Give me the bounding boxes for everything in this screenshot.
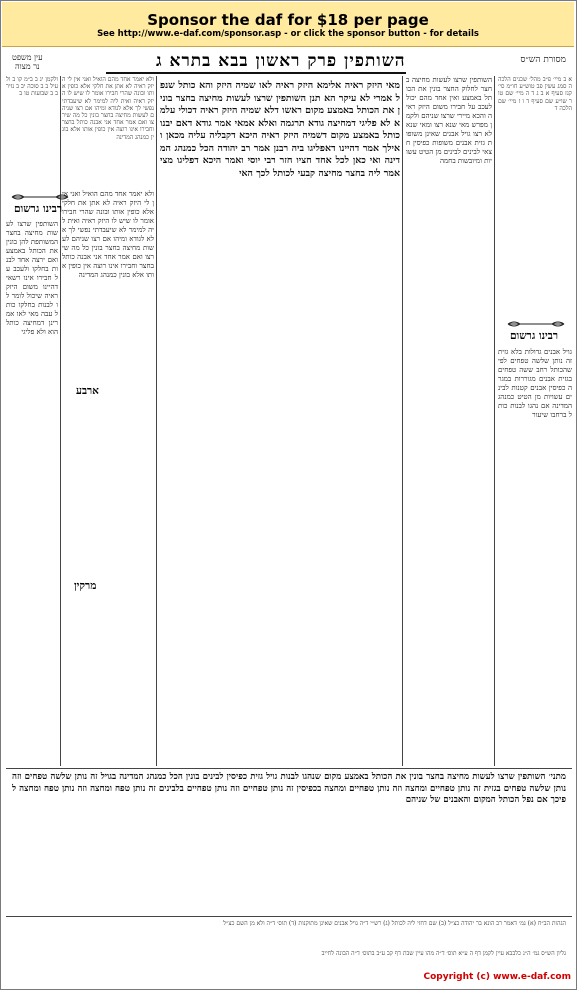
sponsor-subtitle[interactable]: See http://www.e-daf.com/sponsor.asp - or click the sponsor button - for details bbox=[97, 29, 479, 39]
tosafot-text: ולא יאמר אחד מהם הואיל ואני אין לי היזק ראיה לא אתן את חלקי אלא כופין אותו ובונה שהרי חבירו אומר לו שיש לו היזק ראיה ואית ליה למימר לא שיעבדתי נפשי לך אלא לגודא ומיהו אם רצו שניהם לעשות מחיצה בחצר בונין כל מה שירצו ואם אמר אחד אני אבנה כותל בחצר וחבירו אינו רוצה אין כופין אותו אלא בונין כמנהג המדינה bbox=[62, 190, 154, 279]
side-right-text: א ב מיי׳ פ״ב מהל׳ שכנים הלכה ה סמג עשין פב טוש״ע חו״מ סי׳ קנז סעיף א ב ג ד ה מיי׳ שם טור שו״ע שם סעיף ד ו ז מיי׳ שם הלכה ד bbox=[498, 76, 572, 112]
daf-header bbox=[6, 50, 572, 72]
arbeh-heading: ארבע bbox=[76, 385, 99, 397]
gershom-left-column bbox=[6, 220, 58, 765]
gilyon-text: גליון הש״ס גמ׳ ה״נ כלבבא עיין לקמן דף ה ע״א תוס׳ ד״ה מהו עיין שבת דף קב ע״ב בתוס׳ ד״ה הבונה לחייב bbox=[321, 950, 566, 957]
mesoret-hashas-label: מסורת הש״ס bbox=[520, 55, 566, 65]
column-divider bbox=[402, 76, 403, 766]
section-rule bbox=[6, 916, 572, 917]
rashi-text: השותפין שרצו לעשות מחיצה בחצר לחלוק החצר בונין את הכותל באמצע ואין אחד מהם יכול לעכב על חבירו משום היזק ראיה והכא מיירי שרצו שניהם ולקמן מפרש מאי שנא רצו ומאי שנא לא רצו גויל אבנים שאינן משופות גזית אבנים משופות כפיסין חצאי לבינים לבינים מן הטיט עשויות ומיובשות בחמה bbox=[406, 76, 492, 165]
gemara-main-text: מאי היזק ראיה אלימא היזק ראיה לאו שמיה היזק והא כותל שנפל אמרי לא עיקר הא תנן השותפין שרצו לעשות מחיצה בחצר בונין את הכותל באמצע מקום ראשו דלא שמיה היזק ראיה דכולי עלמא לא פליגי דמחיצה גודא תרגמה ואלא אמאי אמר גודא דאם יבנו כותל באמצע מקום דשמיה היזק ראיה היכא דקבליה עליה מכאן ואילך אמר דהיינו דאפליגו ביה רבנן אמר רב יהודה הכל כמנהג המדינה ואי כאן לכל אחד חציו חזר רבי יוסי ואמר היכא דפליגו מצי אמר ליה בחצר מחיצה קבעי לכותל לכך האי bbox=[160, 80, 400, 179]
side-column-left bbox=[6, 76, 58, 186]
ornament-divider bbox=[10, 193, 70, 201]
mishnah-block bbox=[12, 772, 566, 912]
column-divider bbox=[60, 76, 61, 766]
mishnah-text: מתני׳ השותפין שרצו לעשות מחיצה בחצר בונין את הכותל באמצע מקום שנהגו לבנות גויל גזית כפיסין לבינים בונין הכל כמנהג המדינה בגויל זה נותן שלשה טפחים וזה נותן שלשה טפחים בגזית זה נותן טפחיים ומחצה וזה נותן טפחיים ומחצה בכפיסין זה נותן טפחיים וזה נותן טפחיים בלבינים זה נותן טפח ומחצה וזה נותן טפח ומחצה לפיכך אם נפל הכותל המקום והאבנים של שניהם bbox=[12, 772, 566, 806]
tosafot-upper bbox=[62, 76, 154, 186]
footnotes-text: הגהות הב״ח (א) גמ׳ דאמר רב הונא בר יהודה כצ״ל (ב) שם דחזי ליה לכותל (ג) רש״י ד״ה גויל אבנים שאינן מתוקנות (ד) תוס׳ ד״ה ולא מן השם כצ״ל bbox=[223, 920, 566, 927]
talmud-page bbox=[6, 50, 572, 968]
gershom-left-text: השותפין שרצו לעשות מחיצה בחצר המשותפת להן בונין את הכותל באמצע ואם ירצה אחד לבנות בחלקו ולעכב על חבירו אינו רשאי דהיינו משום היזק ראיה שיכול לומר לו לבנות בחלקו כותל עבה מאי לאו אמרינן דמחיצה כותל הוא ולא פליגי bbox=[6, 220, 58, 336]
side-left-text: ולקמן יג ב ב״מ קו ב ולעיל ב ב סוכה יב ב נזיר ב ב שבועות טו ב bbox=[6, 76, 58, 98]
gemara-main-column bbox=[160, 80, 400, 680]
ornament-divider bbox=[506, 320, 566, 328]
gershom-right-text: גויל אבנים גדולות בלא גזית זה נותן שלשה טפחים לפי שהכותל רחב ששה טפחים בגזית אבנים מגוררות במגרה כפיסין אבנים קטנות לבינים עשויות מן הטיט כמנהג המדינה אם נהגו לבנות כותל ברחבו שיעור bbox=[498, 348, 572, 419]
footnotes-block bbox=[12, 920, 566, 948]
column-divider bbox=[494, 76, 495, 766]
marqin-heading: מרקין bbox=[74, 580, 97, 592]
ein-mishpat-bottom: נר מצוה bbox=[14, 62, 40, 71]
section-rule bbox=[6, 768, 572, 769]
copyright-link[interactable]: Copyright (c) www.e-daf.com bbox=[423, 972, 571, 982]
gilyon-hashas-block bbox=[12, 950, 566, 966]
sponsor-banner[interactable] bbox=[2, 2, 574, 47]
gershom-right-column bbox=[498, 348, 572, 766]
rabbeinu-gershom-left-heading: רבינו גרשום bbox=[14, 203, 63, 215]
header-rule bbox=[106, 72, 406, 74]
side-column-right bbox=[498, 76, 572, 312]
tosafot-upper-text: ולא יאמר אחד מהם הואיל ואני אין לי היזק ראיה לא אתן את חלקי אלא כופין אותו ובונה שהרי חבירו אומר לו שיש לו היזק ראיה ואית ליה למימר לא שיעבדתי נפשי לך אלא לגודא ומיהו אם רצו שניהם לעשות מחיצה בחצר בונין כל מה שירצו ואם אמר אחד אני אבנה כותל בחצר וחבירו אינו רוצה אין כופין אותו אלא בונין כמנהג המדינה bbox=[62, 76, 154, 141]
tosafot-column bbox=[62, 190, 154, 765]
sponsor-title[interactable]: Sponsor the daf for $18 per page bbox=[147, 11, 429, 29]
column-divider bbox=[156, 76, 157, 766]
rashi-column bbox=[406, 76, 492, 766]
rabbeinu-gershom-right-heading: רבינו גרשום bbox=[510, 330, 559, 342]
ein-mishpat-label bbox=[12, 53, 43, 71]
daf-title: השותפין פרק ראשון בבא בתרא ג bbox=[156, 51, 406, 71]
ein-mishpat-top: עין משפט bbox=[12, 53, 43, 62]
